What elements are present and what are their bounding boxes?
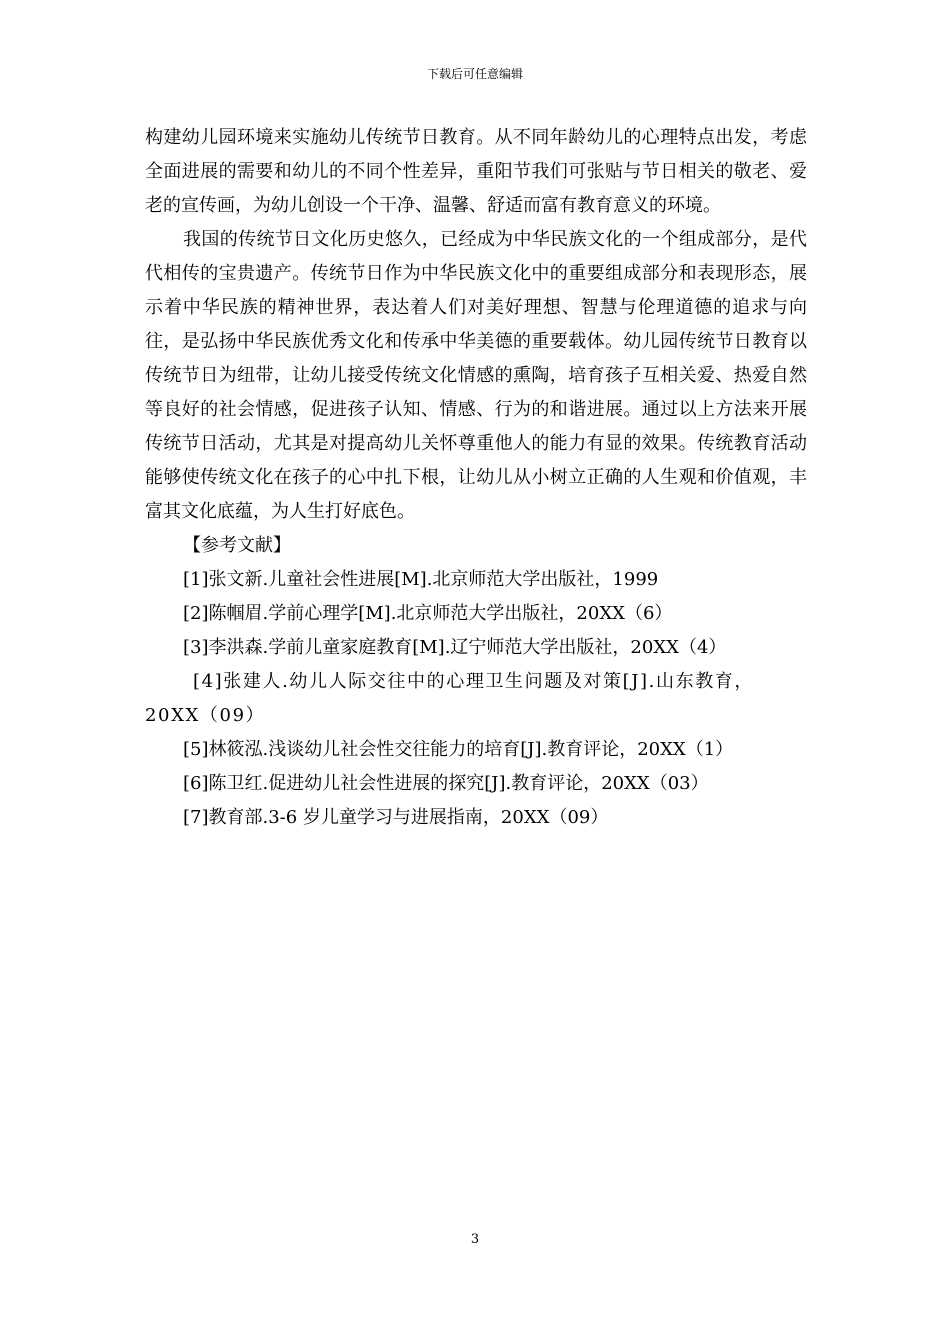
body-paragraph: 构建幼儿园环境来实施幼儿传统节日教育。从不同年龄幼儿的心理特点出发，考虑全面进展的需要和幼儿的不同个性差异，重阳节我们可张贴与节日相关的敬老、爱老的宣传画，为幼儿创设一个干净、温馨、舒适而富有教育意义的环境。 (145, 127, 807, 216)
reference-item: [3]李洪森.学前儿童家庭教育[M].辽宁师范大学出版社，20XX（4） (183, 637, 727, 658)
references-heading: 【参考文献】 (183, 535, 291, 556)
page-number: 3 (470, 1232, 480, 1247)
document-body (145, 121, 807, 835)
reference-item: [4]张建人.幼儿人际交往中的心理卫生问题及对策[J].山东教育，20XX（09） (145, 671, 754, 726)
reference-item: [6]陈卫红.促进幼儿社会性进展的探究[J].教育评论，20XX（03） (183, 773, 709, 794)
reference-item: [5]林筱泓.浅谈幼儿社会性交往能力的培育[J].教育评论，20XX（1） (183, 739, 734, 760)
reference-item: [1]张文新.儿童社会性进展[M].北京师范大学出版社，1999 (183, 569, 659, 590)
reference-item: [7]教育部.3-6 岁儿童学习与进展指南，20XX（09） (183, 807, 609, 828)
reference-item: [2]陈帼眉.学前心理学[M].北京师范大学出版社，20XX（6） (183, 603, 673, 624)
body-paragraph: 我国的传统节日文化历史悠久，已经成为中华民族文化的一个组成部分，是代代相传的宝贵遗产。传统节日作为中华民族文化中的重要组成部分和表现形态，展示着中华民族的精神世界，表达着人们对美好理想、智慧与伦理道德的追求与向往，是弘扬中华民族优秀文化和传承中华美德的重要载体。幼儿园传统节日教育以传统节日为纽带，让幼儿接受传统文化情感的熏陶，培育孩子互相关爱、热爱自然等良好的社会情感，促进孩子认知、情感、行为的和谐进展。通过以上方法来开展传统节日活动，尤其是对提高幼儿关怀尊重他人的能力有显的效果。传统教育活动能够使传统文化在孩子的心中扎下根，让幼儿从小树立正确的人生观和价值观，丰富其文化底蕴，为人生打好底色。 (145, 229, 807, 522)
page-header: 下载后可任意编辑 (426, 67, 523, 81)
